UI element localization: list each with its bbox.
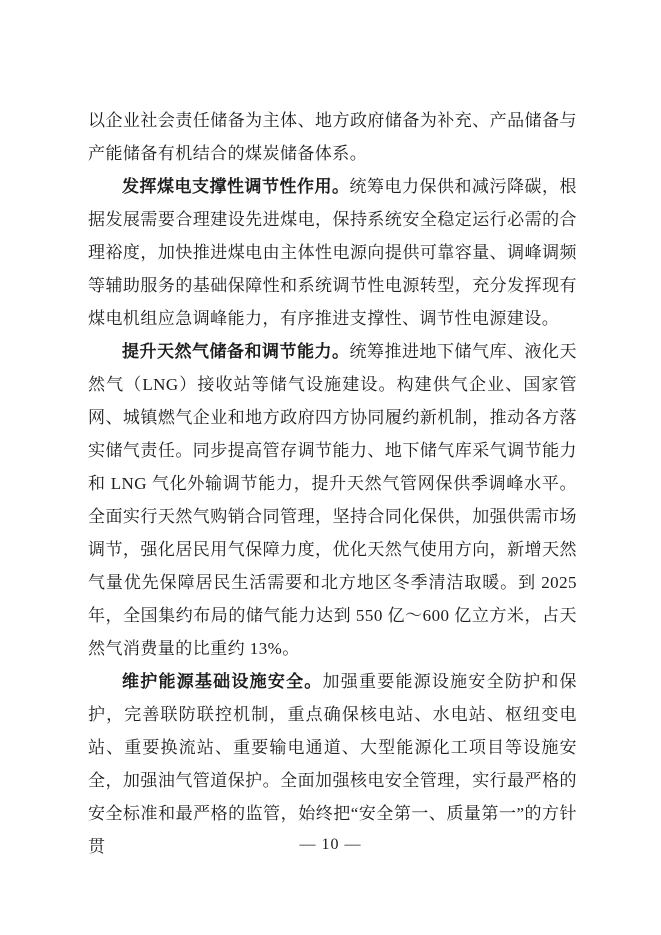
paragraph (88, 104, 577, 170)
paragraph (88, 665, 577, 863)
document-body (88, 104, 577, 863)
paragraph-lead: 维护能源基础设施安全。 (122, 672, 323, 691)
page-number: — 10 — (299, 836, 362, 853)
paragraph (88, 170, 577, 335)
paragraph-text: 统筹推进地下储气库、液化天然气（LNG）接收站等储气设施建设。构建供气企业、国家管网、城镇燃气企业和地方政府四方协同履约新机制，推动各方落实储气责任。同步提高管存调节能力、地下储气库采气调节能力和 LNG 气化外输调节能力，提升天然气管网保供季调峰水平。全面实行天然气购销合同管理，坚持合同化保供，加强供需市场调节，强化居民用气保障力度，优化天然气使用方向，新增天然气量优先保障居民生活需要和北方地区冬季清洁取暖。到 2025 年，全国集约布局的储气能力达到 550 亿～600 亿立方米，占天然气消费量的比重约 13%。 (88, 342, 577, 658)
paragraph (88, 335, 577, 665)
paragraph-text: 以企业社会责任储备为主体、地方政府储备为补充、产品储备与产能储备有机结合的煤炭储备体系。 (88, 111, 577, 163)
paragraph-lead: 发挥煤电支撑性调节性作用。 (122, 177, 350, 196)
paragraph-text: 统筹电力保供和减污降碳，根据发展需要合理建设先进煤电，保持系统安全稳定运行必需的合理裕度，加快推进煤电由主体性电源向提供可靠容量、调峰调频等辅助服务的基础保障性和系统调节性电源转型，充分发挥现有煤电机组应急调峰能力，有序推进支撑性、调节性电源建设。 (88, 177, 577, 328)
paragraph-lead: 提升天然气储备和调节能力。 (122, 342, 350, 361)
paragraph-text: 加强重要能源设施安全防护和保护，完善联防联控机制，重点确保核电站、水电站、枢纽变电站、重要换流站、重要输电通道、大型能源化工项目等设施安全，加强油气管道保护。全面加强核电安全管理，实行最严格的安全标准和最严格的监管，始终把“安全第一、质量第一”的方针贯 (88, 672, 577, 856)
